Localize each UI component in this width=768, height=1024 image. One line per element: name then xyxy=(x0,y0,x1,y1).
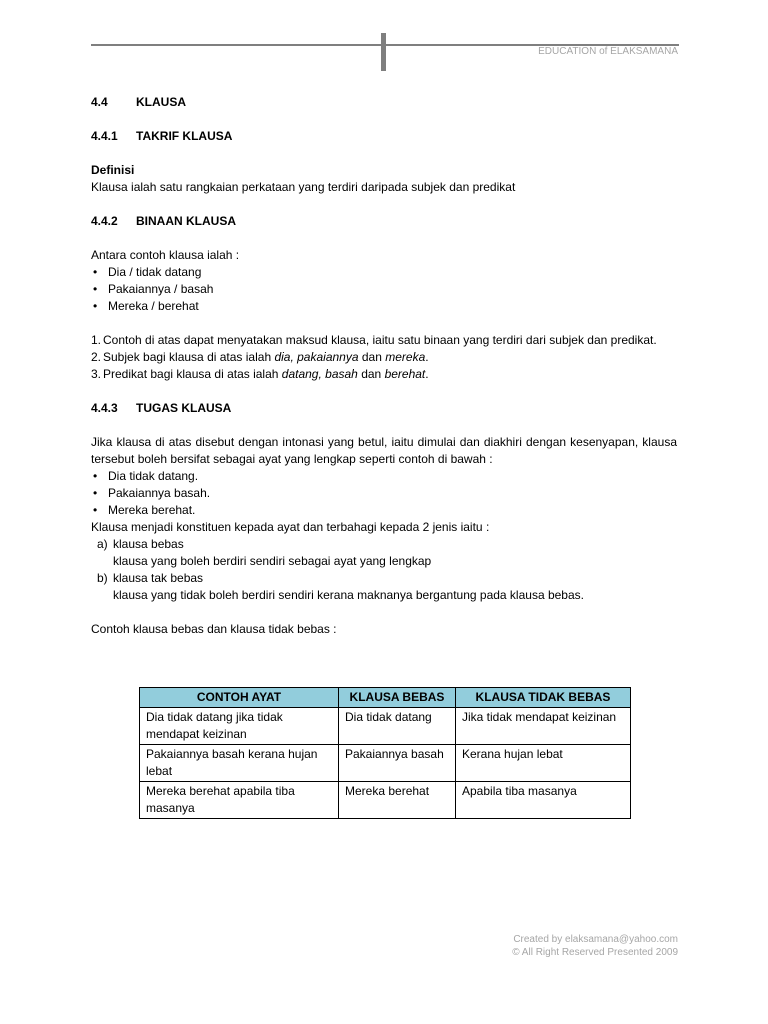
item-title: klausa bebas xyxy=(113,537,184,551)
header-text: EDUCATION of ELAKSAMANA xyxy=(538,46,678,57)
heading-number: 4.4.3 xyxy=(91,401,118,415)
table-row xyxy=(140,745,631,782)
heading-4-4-3 xyxy=(91,400,677,417)
definisi-text: Klausa ialah satu rangkaian perkataan yang terdiri daripada subjek dan predikat xyxy=(91,180,516,194)
heading-title: BINAAN KLAUSA xyxy=(136,214,236,228)
heading-title: TUGAS KLAUSA xyxy=(136,401,232,415)
konstituen-text: Klausa menjadi konstituen kepada ayat dan terbahagi kepada 2 jenis iaitu : xyxy=(91,520,490,534)
table-cell: Mereka berehat xyxy=(339,782,456,819)
point-text: . xyxy=(425,367,429,381)
point-text: dan xyxy=(358,350,386,364)
italic-term: berehat xyxy=(384,367,426,381)
point-text: Contoh di atas dapat menyatakan maksud klausa, iaitu satu binaan yang terdiri dari subjek dan predikat. xyxy=(103,333,657,347)
list-item: • Dia / tidak datang xyxy=(91,264,677,281)
point-text: . xyxy=(425,350,429,364)
jenis-a xyxy=(91,536,677,553)
definisi-title: Definisi xyxy=(91,163,135,177)
column-header: KLAUSA TIDAK BEBAS xyxy=(456,688,631,708)
italic-term: dia, pakaiannya xyxy=(274,350,359,364)
jenis-klausa-list xyxy=(91,536,677,604)
heading-title: TAKRIF KLAUSA xyxy=(136,129,233,143)
italic-term: datang, basah xyxy=(281,367,358,381)
column-header: KLAUSA BEBAS xyxy=(339,688,456,708)
numbered-points xyxy=(91,332,677,383)
italic-term: mereka xyxy=(385,350,426,364)
header-divider-tick xyxy=(381,33,386,71)
heading-number: 4.4.1 xyxy=(91,129,118,143)
table-cell: Mereka berehat apabila tiba masanya xyxy=(140,782,339,819)
table-intro: Contoh klausa bebas dan klausa tidak bebas : xyxy=(91,622,337,636)
point-1 xyxy=(91,332,677,349)
table-header-row xyxy=(140,688,631,708)
point-number: 1. xyxy=(91,333,102,347)
table-cell: Jika tidak mendapat keizinan xyxy=(456,708,631,745)
heading-number: 4.4 xyxy=(91,95,108,109)
point-text: Predikat bagi klausa di atas ialah xyxy=(103,367,282,381)
contoh-intro: Antara contoh klausa ialah : xyxy=(91,248,240,262)
point-text: Subjek bagi klausa di atas ialah xyxy=(103,350,275,364)
heading-4-4-2 xyxy=(91,213,677,230)
footer xyxy=(512,933,678,959)
column-header: CONTOH AYAT xyxy=(140,688,339,708)
klausa-table xyxy=(139,687,631,819)
heading-4-4-1 xyxy=(91,128,677,145)
point-text: dan xyxy=(357,367,385,381)
table-row xyxy=(140,708,631,745)
document-body xyxy=(91,94,677,638)
heading-number: 4.4.2 xyxy=(91,214,118,228)
table-cell: Pakaiannya basah kerana hujan lebat xyxy=(140,745,339,782)
heading-title: KLAUSA xyxy=(136,95,186,109)
point-3 xyxy=(91,366,677,383)
jenis-a-desc: klausa yang boleh berdiri sendiri sebagai ayat yang lengkap xyxy=(113,554,432,568)
table-cell: Apabila tiba masanya xyxy=(456,782,631,819)
jenis-b-desc: klausa yang tidak boleh berdiri sendiri kerana maknanya bergantung pada klausa bebas. xyxy=(113,588,584,602)
list-item: • Pakaiannya basah. xyxy=(91,485,677,502)
point-number: 2. xyxy=(91,350,102,364)
table-cell: Pakaiannya basah xyxy=(339,745,456,782)
tugas-bullet-list xyxy=(91,468,677,519)
table-cell: Kerana hujan lebat xyxy=(456,745,631,782)
point-2 xyxy=(91,349,677,366)
point-number: 3. xyxy=(91,367,102,381)
footer-credit: Created by elaksamana@yahoo.com xyxy=(513,934,678,945)
table-cell: Dia tidak datang jika tidak mendapat keizinan xyxy=(140,708,339,745)
table-cell: Dia tidak datang xyxy=(339,708,456,745)
list-item: • Pakaiannya / basah xyxy=(91,281,677,298)
jenis-b xyxy=(91,570,677,587)
item-title: klausa tak bebas xyxy=(113,571,204,585)
table-row xyxy=(140,782,631,819)
list-item: • Dia tidak datang. xyxy=(91,468,677,485)
item-label: a) xyxy=(97,537,108,551)
list-item: • Mereka berehat. xyxy=(91,502,677,519)
footer-copyright: © All Right Reserved Presented 2009 xyxy=(512,947,678,958)
tugas-paragraph: Jika klausa di atas disebut dengan intonasi yang betul, iaitu dimulai dan diakhiri dengan kesenyapan, klausa tersebut boleh bersifat sebagai ayat yang lengkap seperti contoh di bawah : xyxy=(91,435,677,466)
list-item: • Mereka / berehat xyxy=(91,298,677,315)
item-label: b) xyxy=(97,571,108,585)
heading-4-4 xyxy=(91,94,677,111)
contoh-bullet-list xyxy=(91,264,677,315)
